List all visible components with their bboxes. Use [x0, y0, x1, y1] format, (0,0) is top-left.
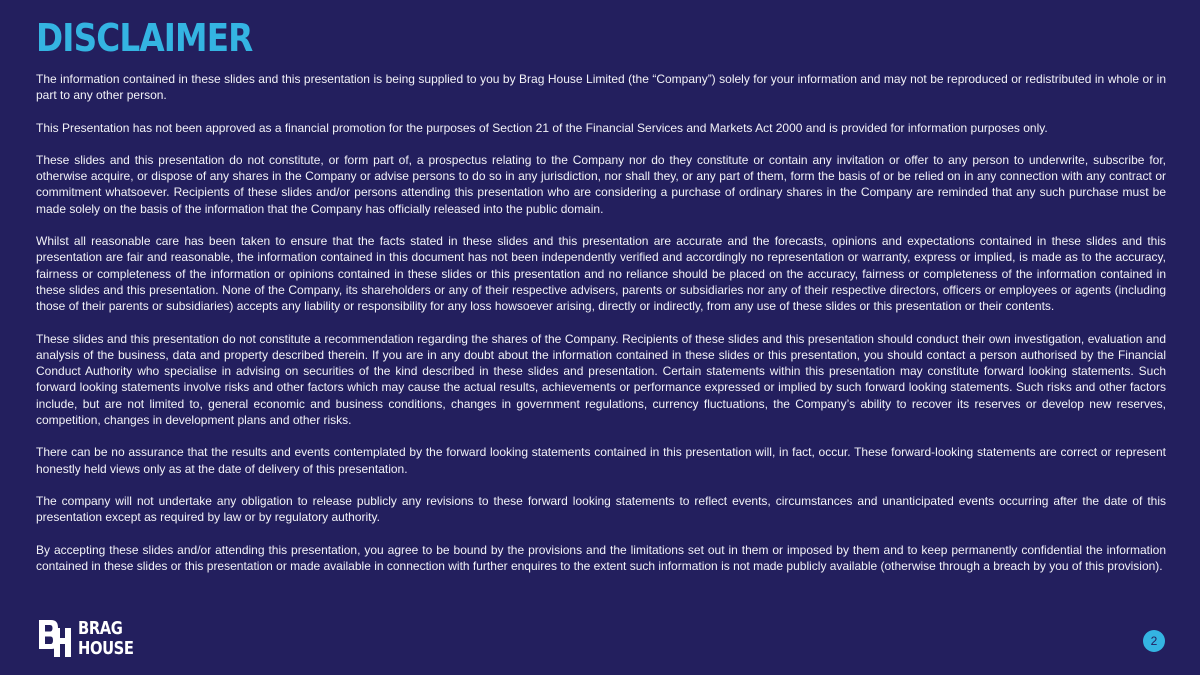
- disclaimer-paragraph: By accepting these slides and/or attending this presentation, you agree to be bound by the provisions and the limitations set out in them or imposed by them and to keep permanently confidential the information contained in these slides or this presentation or made available in connection with further enquires to the extent such information is not made publicly available (otherwise through a breach by you of this provision).: [36, 542, 1166, 573]
- disclaimer-paragraph: This Presentation has not been approved as a financial promotion for the purposes of Section 21 of the Financial Services and Markets Act 2000 and is provided for information purposes only.: [36, 120, 1048, 135]
- brag-house-wordmark: [78, 619, 146, 659]
- disclaimer-paragraph: The company will not undertake any obligation to release publicly any revisions to these forward looking statements to reflect events, circumstances and unanticipated events occurring after the date of this presentation except as required by law or by regulatory authority.: [36, 493, 1166, 525]
- disclaimer-paragraph: The information contained in these slides and this presentation is being supplied to you by Brag House Limited (the “Company”) solely for your information and may not be reproduced or redistributed in whole or in part to any other person.: [36, 72, 1166, 103]
- logo-word-house: HOUSE: [78, 637, 134, 659]
- brag-house-logo: [37, 618, 146, 659]
- disclaimer-body: [36, 71, 1166, 590]
- brag-house-logo-mark-icon: [37, 618, 73, 659]
- disclaimer-paragraph: Whilst all reasonable care has been taken to ensure that the facts stated in these slides and this presentation are accurate and the forecasts, opinions and expectations contained in these slides and this presentation are fair and reasonable, the information contained in this document has not been independently verified and accordingly no representation or warranty, express or implied, is made as to the accuracy, fairness or completeness of the information or opinions contained in these slides or this presentation and no reliance should be placed on the accuracy, fairness or completeness of the information contained in these slides and this presentation. None of the Company, its shareholders or any of their respective advisers, parents or subsidiaries nor any of their respective directors, officers or employees or agents (including those of their parents or subsidiaries) accepts any liability or responsibility for any loss howsoever arising, directly or indirectly, from any use of these slides or this presentation or their contents.: [36, 234, 1166, 314]
- logo-word-brag: BRAG: [78, 617, 123, 639]
- disclaimer-paragraph: These slides and this presentation do not constitute, or form part of, a prospectus relating to the Company nor do they constitute or contain any invitation or offer to any person to underwrite, subscribe for, otherwise acquire, or dispose of any shares in the Company or advise persons to do so in any jurisdiction, nor shall they, or any part of them, form the basis of or be relied on in any connection with any contract or commitment whatsoever. Recipients of these slides and/or persons attending this presentation who are considering a purchase of ordinary shares in the Company are reminded that any such purchase must be made solely on the basis of the information that the Company has officially released into the public domain.: [36, 152, 1166, 216]
- disclaimer-paragraph: These slides and this presentation do not constitute a recommendation regarding the shares of the Company. Recipients of these slides and this presentation should conduct their own investigation, evaluation and analysis of the business, data and property described therein. If you are in any doubt about the information contained in these slides or this presentation, you should contact a person authorised by the Financial Conduct Authority who specialise in advising on securities of the kind described in these slides and presentation. Certain statements within this presentation may constitute forward looking statements. Such forward looking statements involve risks and other factors which may cause the actual results, achievements or performance expressed or implied by such forward looking statements. Such risks and other factors include, but are not limited to, general economic and business conditions, changes in government regulations, currency fluctuations, the Company’s ability to recover its reserves or develop new reserves, competition, changes in development plans and other risks.: [36, 331, 1166, 428]
- slide-title: DISCLAIMER: [36, 16, 253, 60]
- disclaimer-paragraph: There can be no assurance that the results and events contemplated by the forward looking statements contained in this presentation will, in fact, occur. These forward-looking statements are correct or represent honestly held views only as at the date of delivery of this presentation.: [36, 445, 1166, 476]
- page-number-badge: 2: [1143, 630, 1165, 652]
